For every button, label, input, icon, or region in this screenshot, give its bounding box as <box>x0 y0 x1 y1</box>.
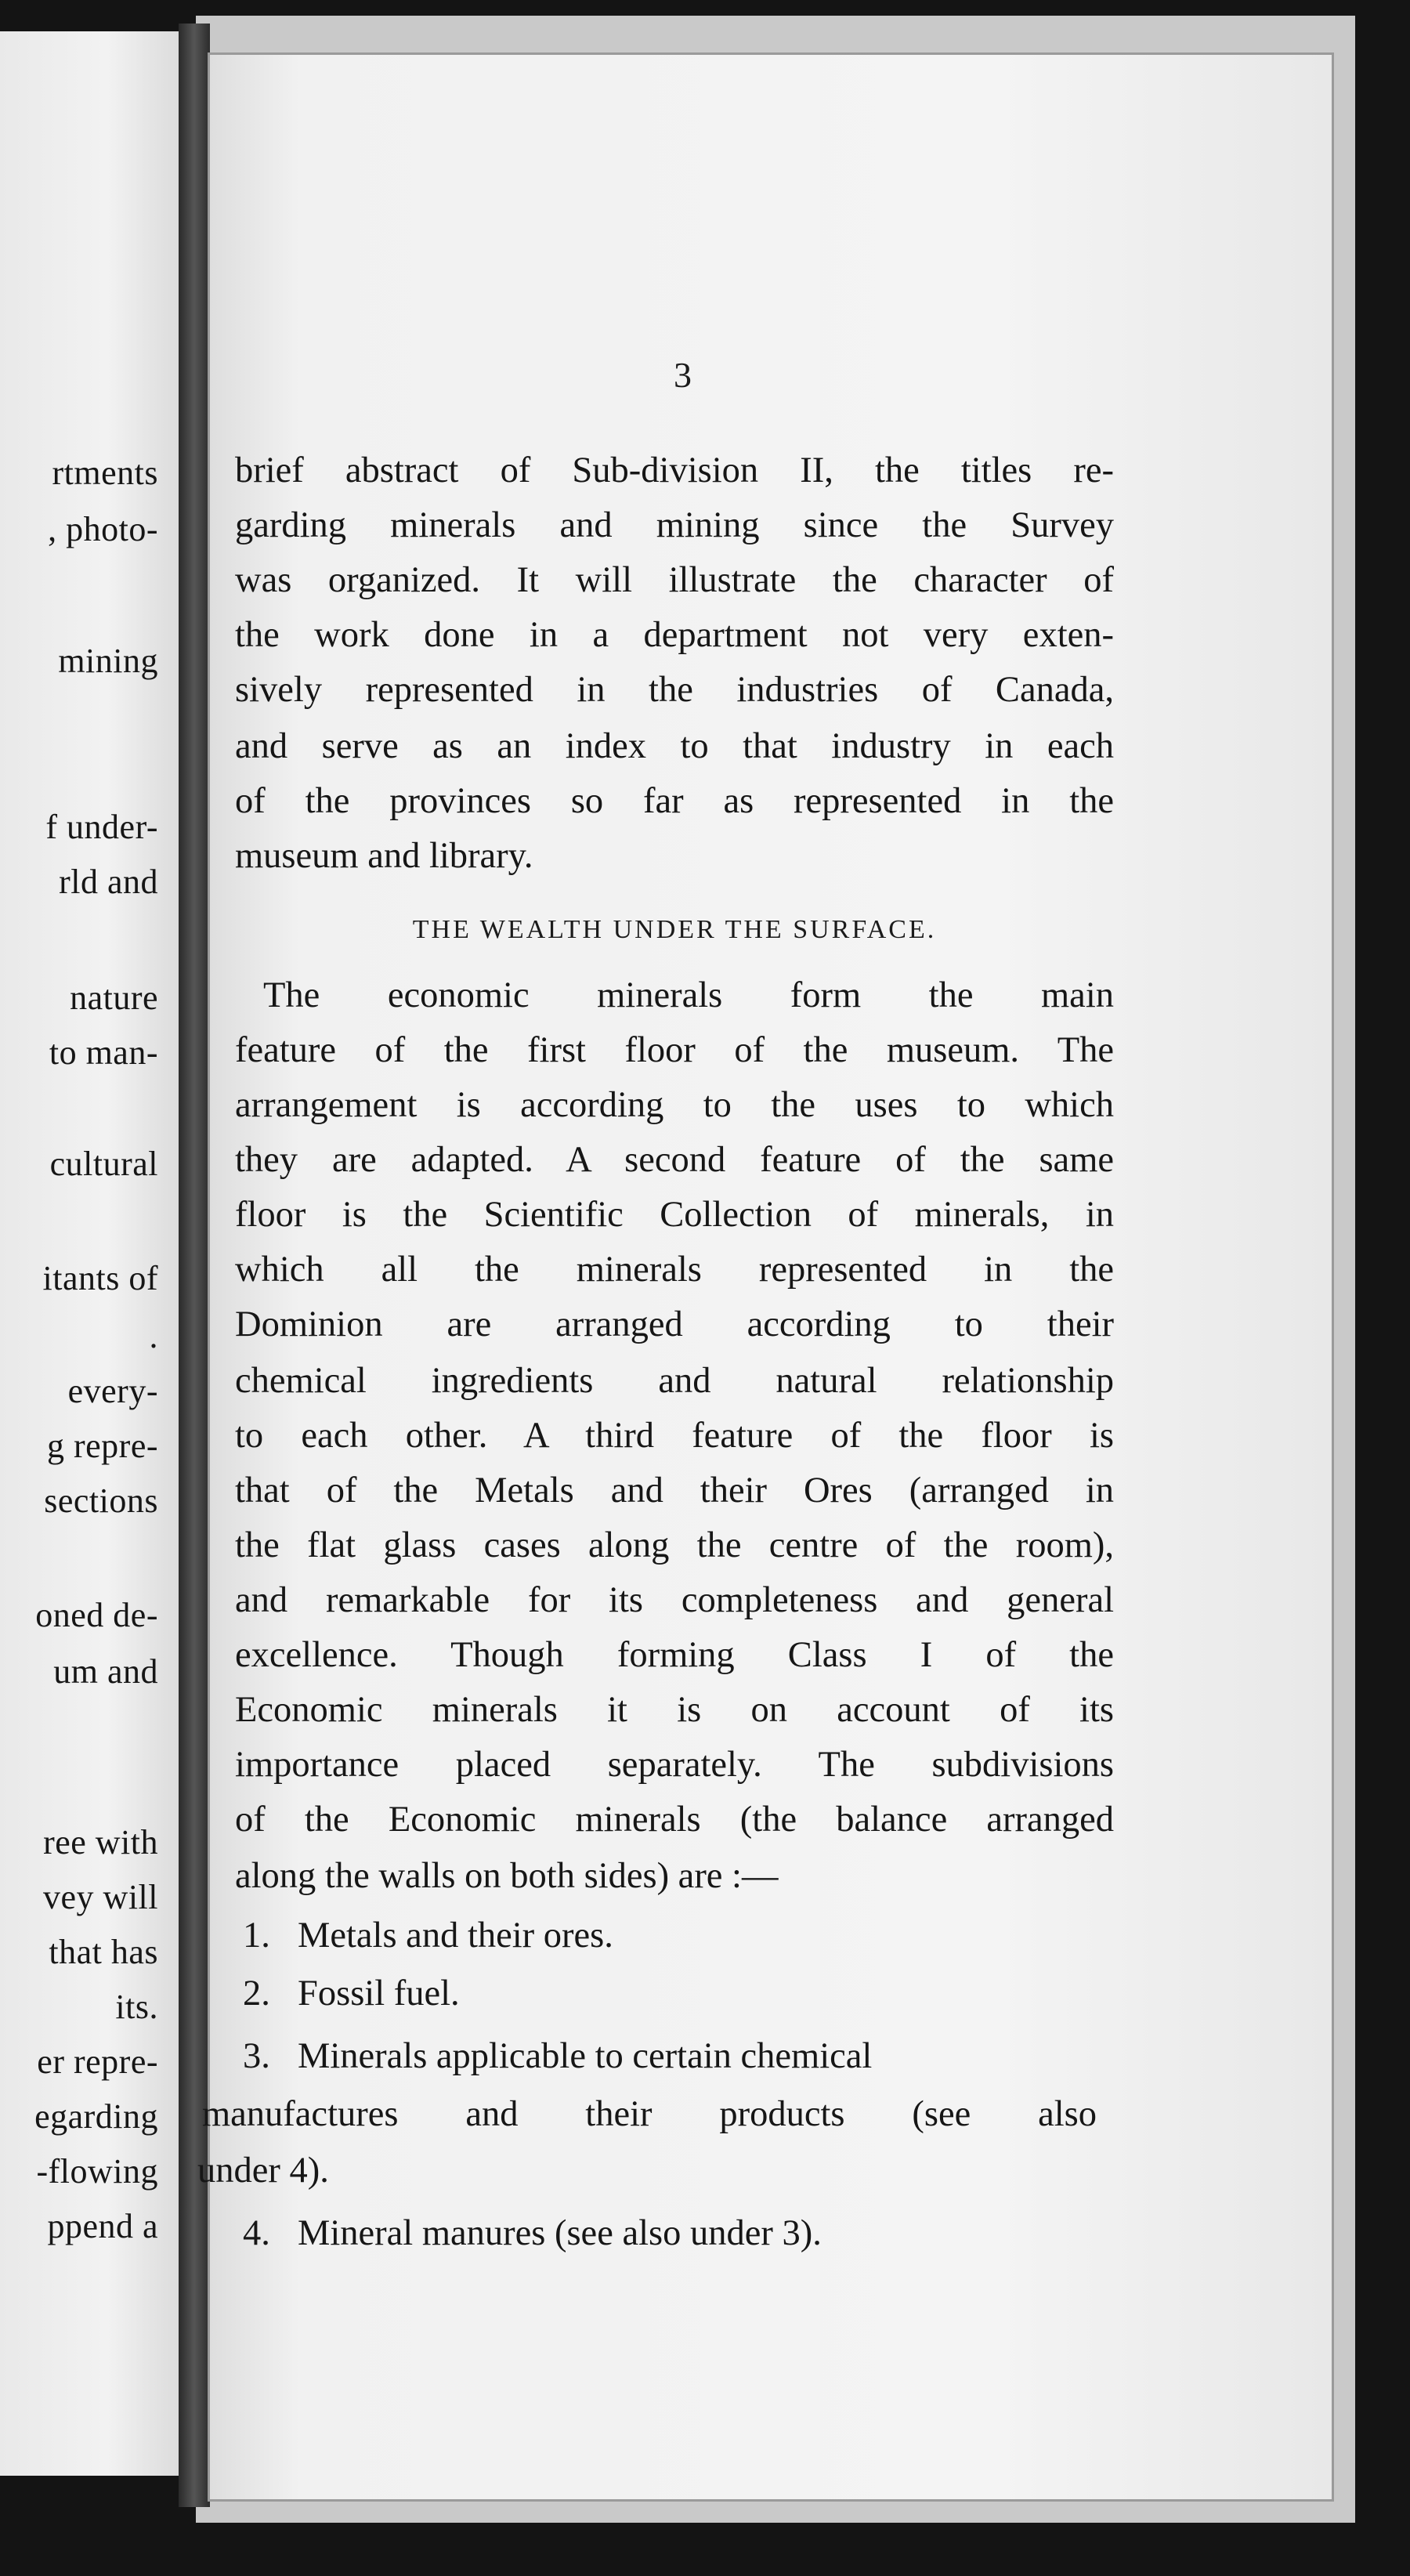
body-line: floor is the Scientific Collection of minerals, in <box>235 1195 1114 1235</box>
list-item-number: 3. <box>243 2036 270 2076</box>
body-line: along the walls on both sides) are :— <box>235 1856 779 1896</box>
body-line: they are adapted. A second feature of the same <box>235 1140 1114 1180</box>
left-page-line: er repre- <box>37 2042 158 2081</box>
list-item-number: 1. <box>243 1916 270 1956</box>
list-item <box>243 2213 1114 2253</box>
left-page-line: um and <box>53 1652 158 1691</box>
left-page-line: cultural <box>49 1145 158 1183</box>
intro-line: was organized. It will illustrate the character of <box>235 560 1114 600</box>
body-line: The economic minerals form the main <box>263 975 1114 1015</box>
left-page-line: f under- <box>45 808 158 846</box>
left-page-fragment <box>0 31 179 2476</box>
list-item-text: Minerals applicable to certain chemical <box>298 2036 873 2076</box>
intro-line: garding minerals and mining since the Survey <box>235 505 1114 545</box>
intro-line: and serve as an index to that industry in each <box>235 726 1114 766</box>
body-line: feature of the first floor of the museum. The <box>235 1030 1114 1070</box>
left-page-line: ree with <box>43 1823 158 1861</box>
left-page-line: g repre- <box>46 1427 158 1465</box>
intro-line: of the provinces so far as represented in the <box>235 781 1114 821</box>
body-line: importance placed separately. The subdivisions <box>235 1745 1114 1785</box>
body-line: excellence. Though forming Class I of the <box>235 1635 1114 1675</box>
left-page-line: sections <box>44 1482 158 1520</box>
left-page-line: vey will <box>43 1878 158 1916</box>
left-page-line: that has <box>49 1933 158 1971</box>
list-item-text: Fossil fuel. <box>298 1974 460 2013</box>
left-page-line: rtments <box>52 454 158 492</box>
body-line: arrangement is according to the uses to which <box>235 1085 1114 1125</box>
list-item-text: Metals and their ores. <box>298 1916 613 1956</box>
body-line: Economic minerals it is on account of its <box>235 1690 1114 1730</box>
list-item <box>243 1976 1114 2013</box>
intro-line: brief abstract of Sub-division II, the titles re- <box>235 450 1114 490</box>
list-item <box>243 1918 1114 1955</box>
left-page-line: nature <box>70 979 158 1017</box>
left-page-line: . <box>149 1317 158 1355</box>
left-page-line: , photo- <box>48 510 158 548</box>
section-heading: THE WEALTH UNDER THE SURFACE. <box>412 915 937 944</box>
left-page-line: rld and <box>59 863 158 901</box>
body-line: and remarkable for its completeness and general <box>235 1580 1114 1620</box>
list-item-text: Mineral manures (see also under 3). <box>298 2213 822 2253</box>
list-item-continuation <box>197 2153 1068 2190</box>
left-page-line: to man- <box>49 1033 158 1072</box>
intro-line: sively represented in the industries of Canada, <box>235 670 1114 710</box>
left-page-line: every- <box>67 1372 158 1410</box>
list-item-number: 4. <box>243 2213 270 2253</box>
left-page-line: ppend a <box>47 2207 158 2245</box>
body-line: chemical ingredients and natural relationship <box>235 1361 1114 1401</box>
intro-line: museum and library. <box>235 836 533 876</box>
left-page-line: mining <box>58 642 158 680</box>
left-page-line: -flowing <box>36 2152 158 2191</box>
body-line: of the Economic minerals (the balance arranged <box>235 1800 1114 1840</box>
left-page-line: itants of <box>42 1259 158 1297</box>
body-line: which all the minerals represented in the <box>235 1250 1114 1290</box>
left-page-line: egarding <box>34 2097 158 2136</box>
book-gutter <box>179 24 210 2507</box>
body-line: to each other. A third feature of the floor is <box>235 1416 1114 1456</box>
list-item-text: manufactures and their products (see also <box>202 2094 1097 2134</box>
body-line: Dominion are arranged according to their <box>235 1304 1114 1344</box>
list-item-continuation <box>202 2094 1097 2134</box>
left-page-line: oned de- <box>35 1596 158 1634</box>
intro-line: the work done in a department not very exten- <box>235 615 1114 655</box>
list-item-number: 2. <box>243 1974 270 2013</box>
page-number: 3 <box>674 355 692 395</box>
body-line: that of the Metals and their Ores (arranged in <box>235 1471 1114 1511</box>
list-item-text: under 4). <box>197 2151 329 2191</box>
list-item <box>243 2036 1114 2076</box>
body-line: the flat glass cases along the centre of the room), <box>235 1525 1114 1565</box>
left-page-line: its. <box>115 1988 158 2026</box>
